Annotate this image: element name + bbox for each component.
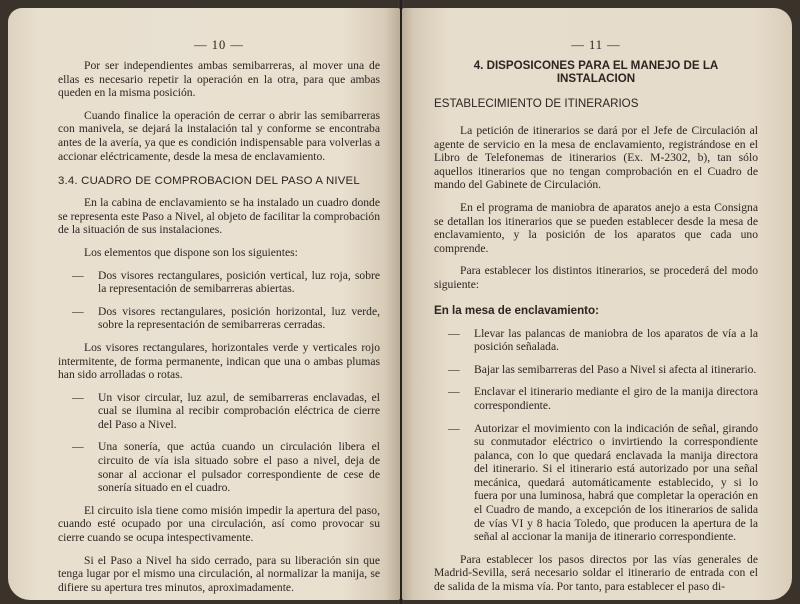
chapter-heading bbox=[434, 59, 758, 85]
list-item-text: Llevar las palancas de maniobra de los aparatos de vía a la posición señalada. bbox=[474, 326, 758, 354]
list-item-text: Dos visores rectangulares, posición vertical, luz roja, sobre la representación de semibarreras abiertas. bbox=[98, 268, 380, 296]
section-title: 3.4. CUADRO DE COMPROBACION DEL PASO A NIVEL bbox=[58, 175, 360, 188]
list-item bbox=[72, 391, 380, 432]
list-item-text: Bajar las semibarreras del Paso a Nivel si afecta al itinerario. bbox=[474, 362, 757, 376]
dash-marker: — bbox=[72, 390, 84, 404]
dash-marker: — bbox=[72, 268, 84, 282]
chapter-heading-line: 4. DISPOSICONES PARA EL MANEJO DE LA bbox=[473, 59, 719, 72]
paragraph: Los visores rectangulares, horizontales verde y verticales rojo intermitente, de forma permanente, indican que una o ambas plumas han sido arrolladas o rotas. bbox=[58, 340, 380, 382]
list-item bbox=[72, 305, 380, 332]
list-item bbox=[72, 269, 380, 296]
bold-subheading: En la mesa de enclavamiento: bbox=[434, 303, 599, 317]
paragraph: Para establecer los distintos itinerarios, se procederá del modo siguiente: bbox=[434, 264, 758, 291]
list-item bbox=[448, 327, 758, 354]
paragraph: Por ser independientes ambas semibarreras, al mover una de ellas es necesario repetir la operación en la otra, para que ambas queden en la misma posición. bbox=[58, 59, 380, 100]
right-page bbox=[402, 8, 792, 600]
paragraph: El circuito isla tiene como misión impedir la apertura del paso, cuando esté ocupado por una circulación, así como provocar su cierre cuando se ocupa intespectivamente. bbox=[58, 503, 380, 545]
dash-marker: — bbox=[448, 385, 460, 399]
dash-marker: — bbox=[448, 421, 460, 435]
list-item bbox=[448, 385, 758, 412]
list-item-text: Un visor circular, luz azul, de semibarreras enclavadas, el cual se ilumina al recibir comprobación eléctrica de cierre del Paso a Nivel. bbox=[98, 390, 380, 431]
paragraph: En el programa de maniobra de aparatos anejo a esta Consigna se detallan los itinerarios que se pueden establecer desde la mesa de enclavamiento, y la posición de los aparatos que cada uno comprende. bbox=[434, 200, 758, 255]
paragraph: Los elementos que dispone son los siguientes: bbox=[84, 245, 298, 259]
dash-marker: — bbox=[72, 440, 84, 454]
list-item bbox=[448, 363, 758, 377]
list-item bbox=[72, 440, 380, 494]
chapter-heading-line: INSTALACION bbox=[556, 72, 636, 85]
paragraph: Cuando finalice la operación de cerrar o abrir las semibarreras con manivela, se dejará la instalación tal y conforme se encontraba antes de la avería, ya que es condición indispensable para volverlas a accionar eléctricamente, desde la mesa de enclavamiento. bbox=[58, 108, 380, 163]
dash-marker: — bbox=[448, 362, 460, 376]
paragraph: La petición de itinerarios se dará por el Jefe de Circulación al agente de servicio en la mesa de enclavamiento, registrándose en el Libro de Telefonemas de itinerarios (Ex. M-2302, b), tan sólo aquellos itinerarios que no tengan comprobación en el Cuadro de mando del Gabinete de Circulación. bbox=[434, 124, 758, 192]
page-number: — 11 — bbox=[571, 38, 621, 52]
list-item-text: Enclavar el itinerario mediante el giro de la manija directora correspondiente. bbox=[474, 385, 758, 412]
list-item-text: Una sonería, que actúa cuando un circulación libera el circuito de vía isla situado sobre el paso a nivel, deja de sonar al accionar el pulsador correspondiente de cese de sonería situado en el cuadro. bbox=[98, 440, 380, 495]
paragraph: En la cabina de enclavamiento se ha instalado un cuadro donde se representa este Paso a Nivel, al objeto de facilitar la comprobación de la situación de sus instalaciones. bbox=[58, 196, 380, 237]
left-page bbox=[8, 8, 400, 600]
subsection-title: ESTABLECIMIENTO DE ITINERARIOS bbox=[434, 97, 639, 110]
list-item-text: Dos visores rectangulares, posición horizontal, luz verde, sobre la representación de semibarreras cerradas. bbox=[98, 304, 380, 332]
dash-marker: — bbox=[448, 326, 460, 340]
list-item bbox=[448, 422, 758, 544]
paragraph: Para establecer los pasos directos por las vías generales de Madrid-Sevilla, será necesario soldar el itinerario de entrada con el de salida de la misma vía. Por tanto, para establecer el paso di- bbox=[434, 552, 758, 594]
dash-marker: — bbox=[72, 304, 84, 318]
page-number: — 10 — bbox=[194, 38, 244, 52]
list-item-text: Autorizar el movimiento con la indicación de señal, girando su conmutador eléctrico o invirtiendo la correspondiente palanca, con lo que quedará enclavada la manija directora del itinerario. Si el itinerario está autorizado por una señal mecánica, quedará automáticamente establecido, y si lo fuera por una luminosa, habrá que completar la operación en el Cuadro de mando, a excepción de los itinerarios de salida de vías VI y 8 hacia Toledo, que producen la apertura de la señal al accionar la manija de itinerario correspondiente. bbox=[474, 421, 758, 544]
paragraph: Si el Paso a Nivel ha sido cerrado, para su liberación sin que tenga lugar por el mismo una circulación, al normalizar la manija, se difiere su apertura tres minutos, aproximadamente. bbox=[58, 553, 380, 594]
